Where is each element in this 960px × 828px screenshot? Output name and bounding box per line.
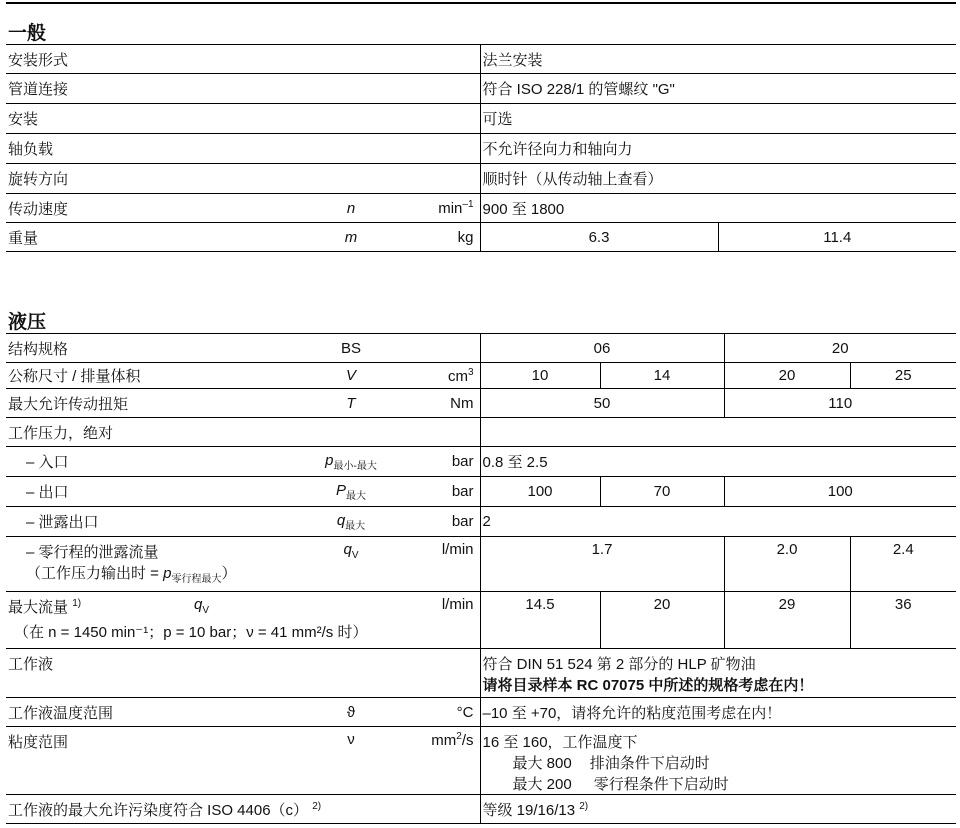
row-label: 工作液温度范围 [6, 698, 306, 727]
row-value: 36 [850, 592, 956, 649]
row-unit: Nm [396, 389, 480, 418]
table-row [6, 164, 956, 194]
row-label: 工作液 [6, 649, 480, 698]
top-rule [6, 2, 956, 4]
row-value: 50 [480, 389, 724, 418]
row-value: 等级 19/16/13 $^{2)}$ [480, 795, 956, 824]
row-label: – 泄露出口 [6, 507, 306, 537]
table-row [6, 223, 956, 252]
table-row [6, 334, 956, 363]
row-value: 不允许径向力和轴向力 [480, 134, 956, 164]
row-label: – 零行程的泄露流量 （工作压力输出时 = $p_{零行程最大}$） [6, 537, 306, 592]
row-label: 传动速度 [6, 194, 306, 223]
row-label: 安装 [6, 104, 480, 134]
empty-cell [480, 418, 956, 447]
row-value: 100 [724, 477, 956, 507]
row-value: 20 [600, 592, 724, 649]
row-unit: bar [396, 507, 480, 537]
row-unit: l/min [396, 537, 480, 592]
row-value: 20 [724, 334, 956, 363]
section-title-general: 一般 [8, 23, 47, 44]
row-value: 10 [480, 363, 600, 389]
row-value: 可选 [480, 104, 956, 134]
row-value: –10 至 +70，请将允许的粘度范围考虑在内！ [480, 698, 956, 727]
hydraulic-table [6, 333, 956, 824]
row-label: 结构规格 [6, 334, 306, 363]
row-value: 符合 DIN 51 524 第 2 部分的 HLP 矿物油 请将目录样本 RC 07075 中所述的规格考虑在内！ [480, 649, 956, 698]
row-label: 最大允许传动扭矩 [6, 389, 306, 418]
section-title-hydraulic: 液压 [8, 312, 47, 333]
row-value: 2 [480, 507, 956, 537]
row-label: 安装形式 [6, 45, 480, 74]
table-row [6, 194, 956, 223]
table-row [6, 477, 956, 507]
row-value: 法兰安装 [480, 45, 956, 74]
table-row [6, 45, 956, 74]
empty-cell [396, 334, 480, 363]
row-value: 6.3 [480, 223, 718, 252]
row-value: 2.0 [724, 537, 850, 592]
row-value: 110 [724, 389, 956, 418]
table-row [6, 727, 956, 795]
row-value: 20 [724, 363, 850, 389]
row-symbol: BS [306, 334, 396, 363]
row-symbol: ν [306, 727, 396, 795]
row-unit: bar [396, 477, 480, 507]
row-value: 900 至 1800 [480, 194, 956, 223]
row-unit: bar [396, 447, 480, 477]
table-row [6, 698, 956, 727]
table-row [6, 418, 956, 447]
row-label: 最大流量 $^{1)}$ （在 n = 1450 min⁻¹；p = 10 bar；ν = 41 mm²/s 时） $q_V$ l/min [6, 592, 480, 649]
table-row [6, 507, 956, 537]
row-symbol: $q_{最大}$ [306, 507, 396, 537]
row-value: 11.4 [718, 223, 956, 252]
row-symbol: V [306, 363, 396, 389]
row-label: 管道连接 [6, 74, 480, 104]
row-symbol: $q_V$ [306, 537, 396, 592]
row-label: 重量 [6, 223, 306, 252]
row-value: 14 [600, 363, 724, 389]
row-unit: $cm^3$ [396, 363, 480, 389]
row-label: 旋转方向 [6, 164, 480, 194]
row-value: 25 [850, 363, 956, 389]
row-symbol: n [306, 194, 396, 223]
table-row [6, 649, 956, 698]
row-label: 轴负载 [6, 134, 480, 164]
table-row [6, 389, 956, 418]
table-row [6, 537, 956, 592]
table-row [6, 795, 956, 824]
table-row [6, 104, 956, 134]
row-value: 29 [724, 592, 850, 649]
row-value: 100 [480, 477, 600, 507]
row-label: 工作液的最大允许污染度符合 ISO 4406（c） $^{2)}$ [6, 795, 480, 824]
row-value: 06 [480, 334, 724, 363]
table-row [6, 447, 956, 477]
row-value: 0.8 至 2.5 [480, 447, 956, 477]
row-unit: $\min^{-1}$ [396, 194, 480, 223]
row-label: – 入口 [6, 447, 306, 477]
row-symbol: T [306, 389, 396, 418]
row-symbol: $P_{最大}$ [306, 477, 396, 507]
row-value: 1.7 [480, 537, 724, 592]
row-unit: $mm^2/s$ [396, 727, 480, 795]
row-label: 粘度范围 [6, 727, 306, 795]
row-unit: kg [396, 223, 480, 252]
row-label: 公称尺寸 / 排量体积 [6, 363, 306, 389]
row-symbol: $p_{最小-最大}$ [306, 447, 396, 477]
row-value: 2.4 [850, 537, 956, 592]
table-row [6, 134, 956, 164]
row-value: 16 至 160，工作温度下 最大 800 排油条件下启动时 最大 200 零行程条件下启动时 [480, 727, 956, 795]
row-value: 70 [600, 477, 724, 507]
row-value: 顺时针（从传动轴上查看） [480, 164, 956, 194]
row-label: – 出口 [6, 477, 306, 507]
row-unit: °C [396, 698, 480, 727]
row-value: 符合 ISO 228/1 的管螺纹 "G" [480, 74, 956, 104]
table-row [6, 363, 956, 389]
row-symbol: ϑ [306, 698, 396, 727]
table-row [6, 592, 956, 649]
row-symbol: $q_V$ [194, 596, 210, 616]
row-value: 14.5 [480, 592, 600, 649]
general-table [6, 44, 956, 252]
row-symbol: m [306, 223, 396, 252]
table-row [6, 74, 956, 104]
row-label: 工作压力，绝对 [6, 418, 480, 447]
row-unit: l/min [441, 596, 474, 613]
